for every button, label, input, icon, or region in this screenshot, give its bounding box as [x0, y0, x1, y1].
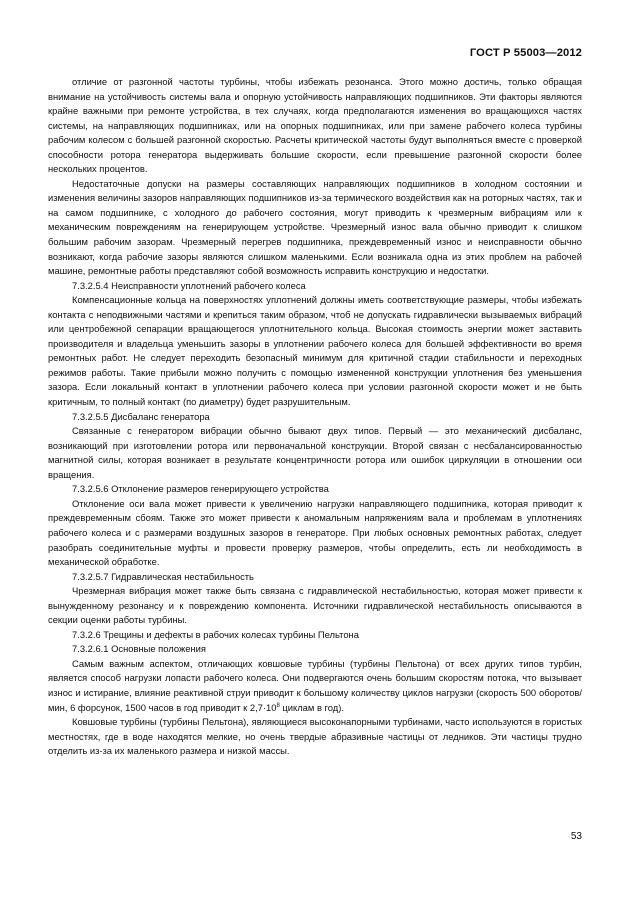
section-heading-7-3-2-5-7: 7.3.2.5.7 Гидравлическая нестабильность [72, 570, 254, 582]
standard-header: ГОСТ Р 55003—2012 [469, 47, 582, 59]
paragraph-pelton-loading-tail: циклам в год). [279, 701, 344, 713]
page-number: 53 [570, 831, 582, 842]
paragraph-pelton-loading-text: Самым важным аспектом, отличающих ковшовые турбины (турбины Пельтона) от всех других типов турбин, является способ нагрузки лопасти рабочего колеса. Они подвергаются очень большим скоростям потока, что вызывает износ и истирание, влияние реактивной струи приводит к большому количеству циклов нагрузки (скорость 500 оборотов/мин, 6 форсунок, 1500 часов в год приводит к 2,7·10 [48, 657, 582, 713]
section-heading-7-3-2-5-6: 7.3.2.5.6 Отклонение размеров генерирующего устройства [72, 483, 329, 495]
section-heading-7-3-2-5-5: 7.3.2.5.5 Дисбаланс генератора [72, 410, 210, 422]
paragraph-pelton-loading [48, 657, 582, 715]
exponent: 8 [276, 702, 280, 709]
paragraph-generator-imbalance: Связанные с генератором вибрации обычно бывают двух типов. Первый — это механический дисбаланс, возникающий при изготовлении ротора или первоначальной конструкции. Второй связан с несбалансированностью магнитной силы, которая возникает в результате концентричности ротора или ошибок циркуляции в отношении оси вращения. [48, 425, 582, 480]
section-heading-7-3-2-6: 7.3.2.6 Трещины и дефекты в рабочих колесах турбины Пельтона [72, 628, 359, 640]
paragraph-hydraulic-instability: Чрезмерная вибрация может также быть связана с гидравлической нестабильностью, которая может привести к вынужденному резонансу и к повреждению компонента. Источники гидравлической нестабильность описываются в секции оценки работы турбины. [48, 585, 582, 626]
paragraph-resonance: отличие от разгонной частоты турбины, чтобы избежать резонанса. Этого можно достичь, только обращая внимание на устойчивость системы вала и опорную устойчивость направляющих подшипников. Эти факторы являются крайне важными при ремонте устройства, в тех случаях, когда предполагаются изменения во вращающихся частях системы, на направляющих подшипниках, или на опорных подшипниках, или при замене рабочего колеса турбины рабочим колесом с большей разгонной скоростью. Расчеты критической частоты будут выполняться вместе с проверкой способности ротора генератора выдерживать большие скорости, если превышение разгонной скорости более нескольких процентов. [48, 76, 582, 175]
paragraph-shaft-deviation: Отклонение оси вала может привести к увеличению нагрузки направляющего подшипника, которая приводит к преждевременным сбоям. Также это может привести к аномальным напряжениям вала и проблемам в уплотнениях рабочего колеса и с размерами воздушных зазоров в генераторе. При любых основных ремонтных работах, следует разобрать соединительные муфты и провести проверку размеров, чтобы определить, есть ли необходимость в механической обработке. [48, 497, 582, 568]
paragraph-seal-rings: Компенсационные кольца на поверхностях уплотнений должны иметь соответствующие размеры, чтобы избежать контакта с неподвижными частями и крепиться таким образом, чтоб не допускать гидравлически вызываемых вибраций или центробежной сепарации вращающегося уплотнительного кольца. Высокая стоимость энергии может заставить производителя и владельца уменьшить зазоры в уплотнении рабочего колеса для большей эффективности во время ремонтных работ. Не следует переходить безопасный минимум для критичной стадии стабильности и переходных режимов работы. Такие прибыли можно получить с помощью измененной конструкции уплотнения без уменьшения зазора. Если локальный контакт в уплотнении рабочего колеса при условии разгонной скорости может и не быть критичным, то полный контакт (по диаметру) будет разрушительным. [48, 294, 582, 408]
document-body [48, 75, 582, 759]
section-heading-7-3-2-6-1: 7.3.2.6.1 Основные положения [72, 643, 206, 655]
paragraph-bearing-tolerances: Недостаточные допуски на размеры составляющих направляющих подшипников в холодном состоянии и изменения величины зазоров направляющих подшипников из-за термического воздействия как на роторных частях, так и на самом подшипнике, с холодного до рабочего состояния, могут приводить к чрезмерным вибрациям или к механическим повреждениям на генерирующем устройстве. Чрезмерный износ вала обычно приводит к слишком большим рабочим зазорам. Чрезмерный перегрев подшипника, преждевременный износ и неисправности обычно возникают, когда рабочие зазоры являются слишком маленькими. Если возникала одна из этих проблем на рабочей машине, ремонтные работы представляют собой возможность исправить конструкцию и недостатки. [48, 177, 582, 277]
section-heading-7-3-2-5-4: 7.3.2.5.4 Неисправности уплотнений рабочего колеса [72, 279, 306, 291]
paragraph-pelton-abrasion: Ковшовые турбины (турбины Пельтона), являющиеся высоконапорными турбинами, часто используются в гористых местностях, где в воде находятся мелкие, но очень твердые абразивные частицы от ледников. Эти частицы трудно отделить из-за их маленького размера и низкой массы. [48, 716, 582, 757]
